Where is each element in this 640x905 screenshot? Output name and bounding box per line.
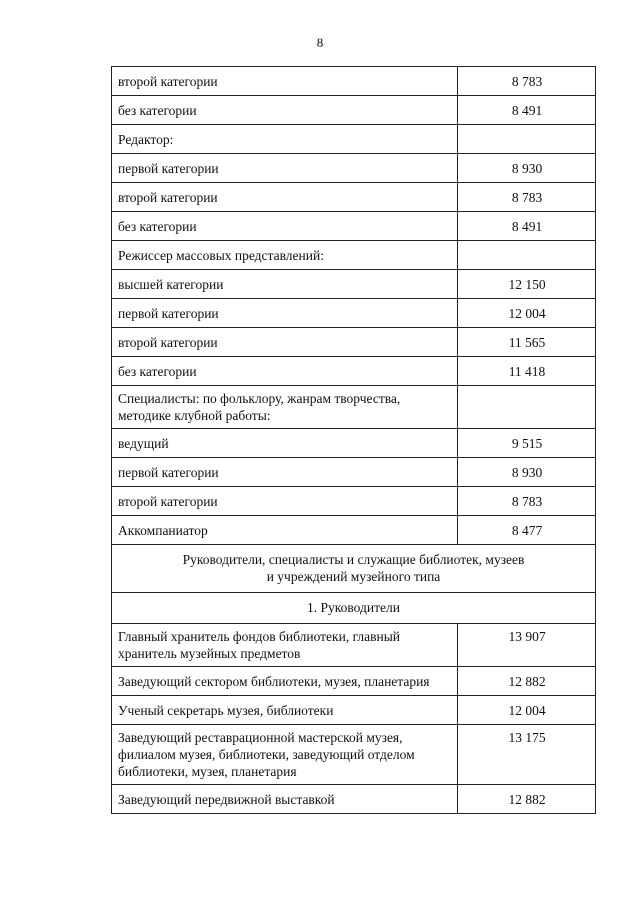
salary-value: 13 907	[458, 624, 596, 667]
table-row	[112, 241, 596, 270]
position-name	[112, 725, 458, 785]
salary-value: 13 175	[458, 725, 596, 785]
position-name: первой категории	[112, 458, 458, 487]
position-name: первой категории	[112, 154, 458, 183]
salary-value: 8 491	[458, 96, 596, 125]
page-number: 8	[316, 35, 324, 50]
table-row	[112, 785, 596, 814]
table-row	[112, 299, 596, 328]
table-row	[112, 624, 596, 667]
position-name-line: библиотеки, музея, планетария	[118, 764, 297, 779]
salary-value: 9 515	[458, 429, 596, 458]
position-group-line: методике клубной работы:	[118, 408, 271, 423]
salary-value: 8 477	[458, 516, 596, 545]
salary-value: 8 783	[458, 487, 596, 516]
salary-value	[458, 241, 596, 270]
position-name: без категории	[112, 212, 458, 241]
salary-value: 12 004	[458, 696, 596, 725]
position-name: второй категории	[112, 183, 458, 212]
salary-value	[458, 125, 596, 154]
position-name: Ученый секретарь музея, библиотеки	[112, 696, 458, 725]
salary-value: 8 783	[458, 183, 596, 212]
salary-value: 8 930	[458, 458, 596, 487]
position-name-line: Главный хранитель фондов библиотеки, главный	[118, 629, 401, 644]
position-name-line: филиалом музея, библиотеки, заведующий отделом	[118, 747, 415, 762]
position-name: второй категории	[112, 328, 458, 357]
table-row	[112, 212, 596, 241]
position-name-line: Заведующий реставрационной мастерской музея,	[118, 730, 403, 745]
salary-table	[111, 66, 596, 814]
table-row	[112, 667, 596, 696]
section-heading-line: и учреждений музейного типа	[266, 569, 441, 584]
subsection-heading: 1. Руководители	[112, 593, 596, 624]
salary-value: 12 150	[458, 270, 596, 299]
section-heading	[112, 545, 596, 593]
salary-value: 12 882	[458, 667, 596, 696]
table-row	[112, 386, 596, 429]
position-name	[112, 624, 458, 667]
table-row	[112, 696, 596, 725]
table-row	[112, 183, 596, 212]
salary-value: 8 930	[458, 154, 596, 183]
position-group-name	[112, 386, 458, 429]
position-name: ведущий	[112, 429, 458, 458]
subsection-heading-row	[112, 593, 596, 624]
table-row	[112, 125, 596, 154]
table-row	[112, 429, 596, 458]
position-name: Аккомпаниатор	[112, 516, 458, 545]
table-row	[112, 725, 596, 785]
table-row	[112, 516, 596, 545]
table-row	[112, 154, 596, 183]
salary-value: 11 565	[458, 328, 596, 357]
table-row	[112, 67, 596, 96]
section-heading-line: Руководители, специалисты и служащие библиотек, музеев	[182, 552, 525, 567]
position-name: Заведующий сектором библиотеки, музея, планетария	[112, 667, 458, 696]
salary-value: 8 491	[458, 212, 596, 241]
position-name: высшей категории	[112, 270, 458, 299]
section-heading-row	[112, 545, 596, 593]
table-row	[112, 270, 596, 299]
position-group-line: Специалисты: по фольклору, жанрам творчества,	[118, 391, 401, 406]
salary-value: 8 783	[458, 67, 596, 96]
table-row	[112, 328, 596, 357]
position-name: второй категории	[112, 67, 458, 96]
position-group-name: Режиссер массовых представлений:	[112, 241, 458, 270]
position-name-line: хранитель музейных предметов	[118, 646, 301, 661]
table-row	[112, 487, 596, 516]
salary-value: 12 004	[458, 299, 596, 328]
position-name: первой категории	[112, 299, 458, 328]
salary-value: 12 882	[458, 785, 596, 814]
position-name: второй категории	[112, 487, 458, 516]
salary-value	[458, 386, 596, 429]
table-row	[112, 458, 596, 487]
table-row	[112, 357, 596, 386]
table-row	[112, 96, 596, 125]
position-group-name: Редактор:	[112, 125, 458, 154]
salary-value: 11 418	[458, 357, 596, 386]
position-name: без категории	[112, 357, 458, 386]
position-name: Заведующий передвижной выставкой	[112, 785, 458, 814]
position-name: без категории	[112, 96, 458, 125]
